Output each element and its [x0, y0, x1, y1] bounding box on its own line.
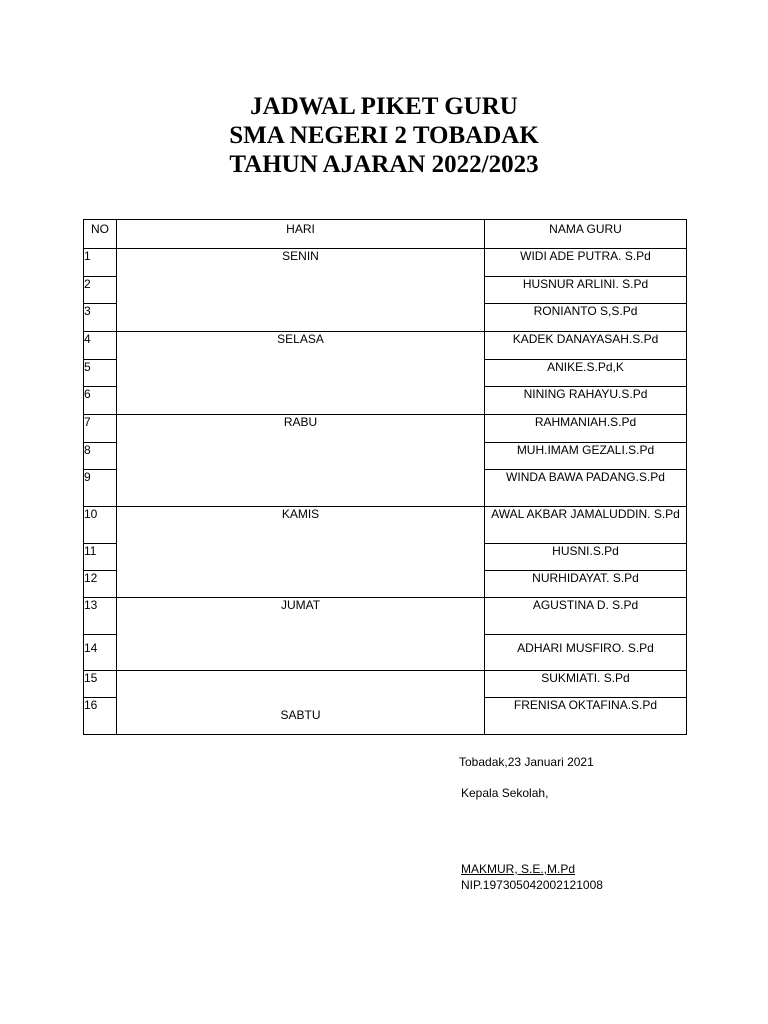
teacher-name: AGUSTINA D. S.Pd [485, 598, 687, 635]
place-date: Tobadak,23 Januari 2021 [459, 755, 594, 769]
teacher-name: WINDA BAWA PADANG.S.Pd [485, 470, 687, 507]
teacher-name: HUSNUR ARLINI. S.Pd [485, 277, 687, 304]
day-cell-rabu: RABU [117, 415, 485, 507]
teacher-name: WIDI ADE PUTRA. S.Pd [485, 249, 687, 277]
teacher-name: NINING RAHAYU.S.Pd [485, 387, 687, 415]
teacher-name: SUKMIATI. S.Pd [485, 671, 687, 698]
row-number: 12 [84, 571, 117, 598]
teacher-name: ADHARI MUSFIRO. S.Pd [485, 635, 687, 671]
table-row [84, 415, 687, 443]
row-number: 8 [84, 443, 117, 470]
day-cell-kamis: KAMIS [117, 507, 485, 598]
signatory-nip: NIP.197305042002121008 [461, 878, 603, 892]
day-cell-jumat: JUMAT [117, 598, 485, 671]
teacher-name: FRENISA OKTAFINA.S.Pd [485, 698, 687, 735]
teacher-name: NURHIDAYAT. S.Pd [485, 571, 687, 598]
signatory-position: Kepala Sekolah, [461, 786, 549, 800]
header-nama-guru: NAMA GURU [485, 220, 687, 249]
row-number: 2 [84, 277, 117, 304]
row-number: 4 [84, 332, 117, 360]
row-number: 1 [84, 249, 117, 277]
signatory-name: MAKMUR, S.E.,M.Pd [461, 862, 576, 876]
teacher-name: HUSNI.S.Pd [485, 544, 687, 571]
teacher-name: AWAL AKBAR JAMALUDDIN. S.Pd [485, 507, 687, 544]
table-row [84, 332, 687, 360]
day-cell-selasa: SELASA [117, 332, 485, 415]
title-line-3: TAHUN AJARAN 2022/2023 [229, 151, 539, 178]
table-row [84, 598, 687, 635]
table-row [84, 671, 687, 698]
header-hari: HARI [117, 220, 485, 249]
row-number: 6 [84, 387, 117, 415]
row-number: 15 [84, 671, 117, 698]
table-row [84, 507, 687, 544]
title-line-2: SMA NEGERI 2 TOBADAK [229, 122, 539, 149]
teacher-name: ANIKE.S.Pd,K [485, 360, 687, 387]
row-number: 13 [84, 598, 117, 635]
teacher-name: RONIANTO S,S.Pd [485, 304, 687, 332]
row-number: 7 [84, 415, 117, 443]
row-number: 9 [84, 470, 117, 507]
teacher-name: MUH.IMAM GEZALI.S.Pd [485, 443, 687, 470]
title-line-1: JADWAL PIKET GURU [250, 93, 518, 120]
day-cell-sabtu: SABTU [117, 671, 485, 735]
table-row [84, 249, 687, 277]
duty-schedule-table [83, 219, 687, 735]
row-number: 5 [84, 360, 117, 387]
document-title [0, 92, 768, 179]
teacher-name: KADEK DANAYASAH.S.Pd [485, 332, 687, 360]
row-number: 14 [84, 635, 117, 671]
teacher-name: RAHMANIAH.S.Pd [485, 415, 687, 443]
row-number: 3 [84, 304, 117, 332]
row-number: 11 [84, 544, 117, 571]
row-number: 16 [84, 698, 117, 735]
table-header-row [84, 220, 687, 249]
row-number: 10 [84, 507, 117, 544]
day-cell-senin: SENIN [117, 249, 485, 332]
header-no: NO [84, 220, 117, 249]
